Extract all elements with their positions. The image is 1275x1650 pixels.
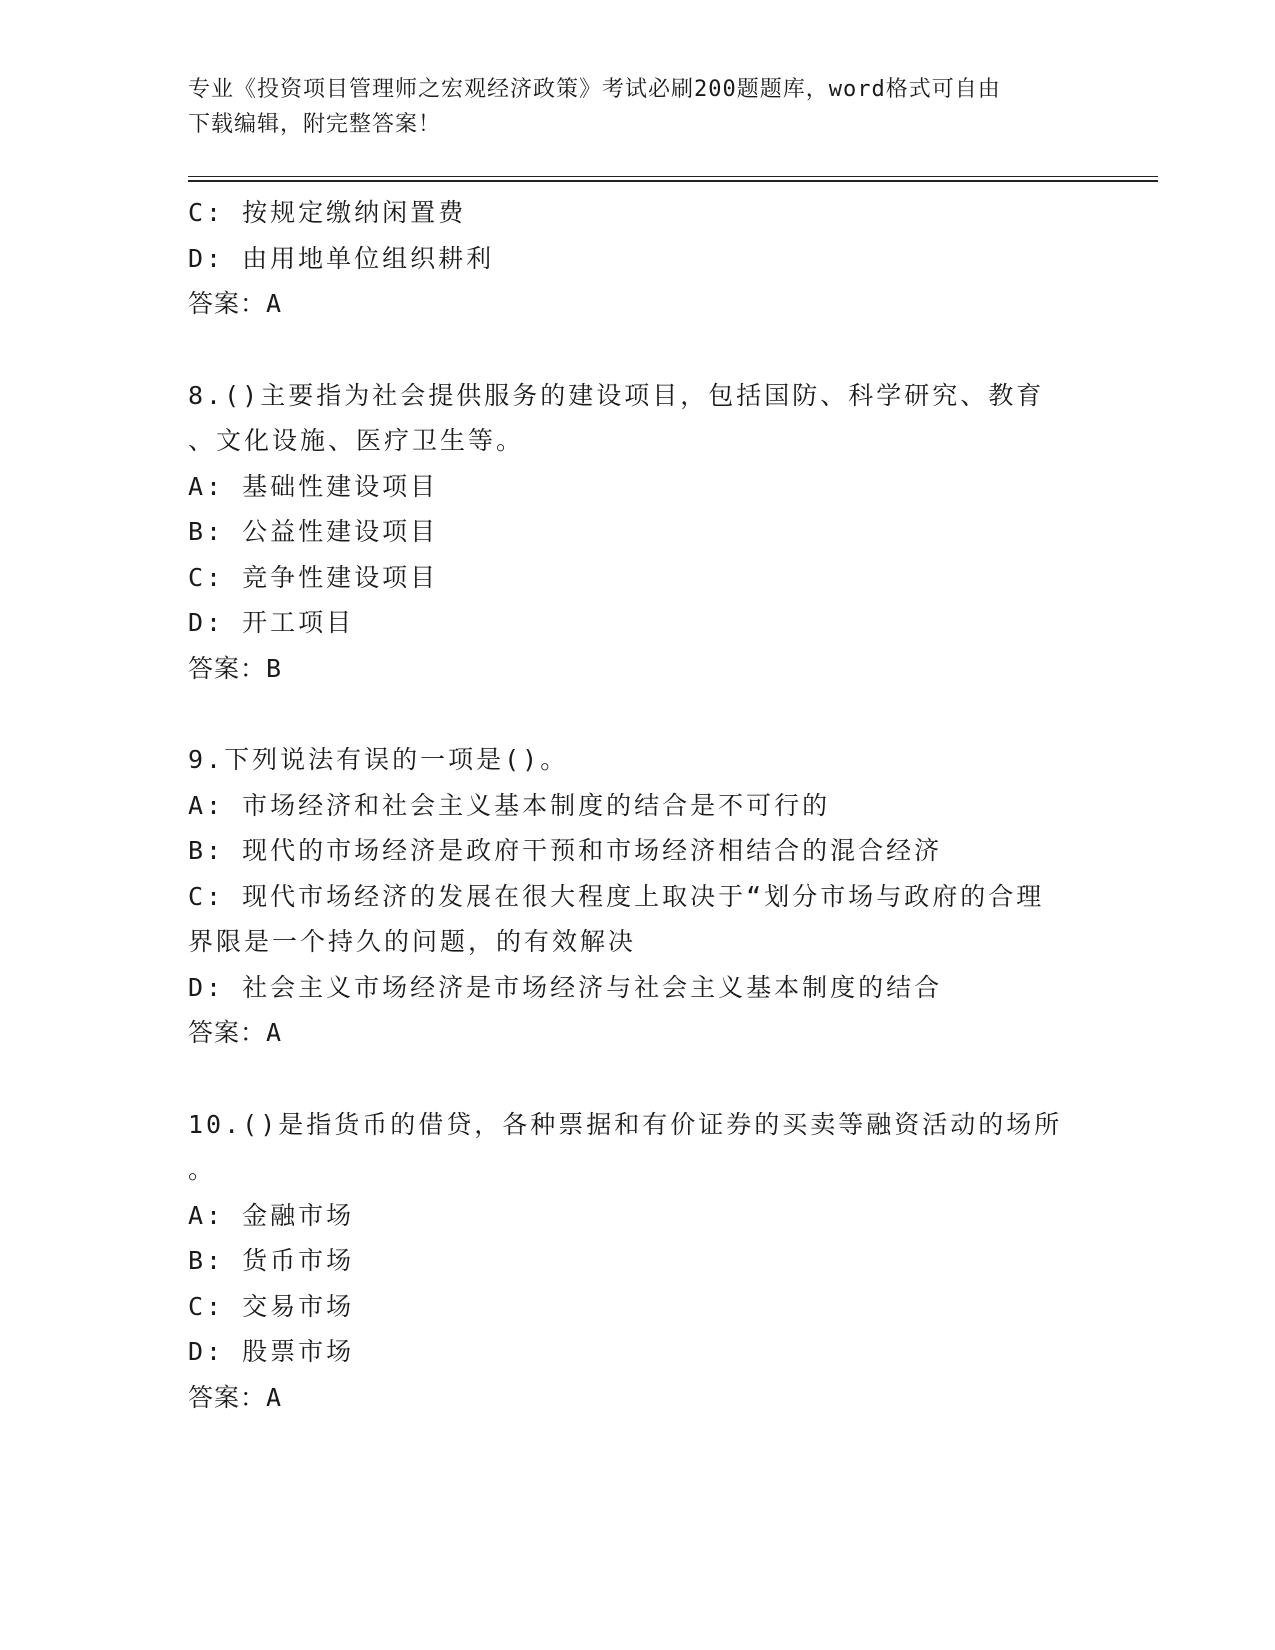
option-c: C: 现代市场经济的发展在很大程度上取决于“划分市场与政府的合理	[188, 881, 1045, 911]
option-d: D: 社会主义市场经济是市场经济与社会主义基本制度的结合	[188, 972, 943, 1002]
spacer	[188, 327, 1088, 373]
question-block-10	[188, 1102, 1088, 1421]
spacer	[188, 691, 1088, 737]
answer-line: 答案：A	[188, 1382, 283, 1412]
question-stem-continued: 。	[188, 1155, 217, 1184]
question-stem: 9.下列说法有误的一项是()。	[188, 745, 569, 774]
option-b: B: 货币市场	[188, 1246, 355, 1275]
option-a: A: 基础性建设项目	[188, 471, 439, 501]
question-block-9	[188, 737, 1088, 1056]
option-a: A: 市场经济和社会主义基本制度的结合是不可行的	[188, 790, 831, 820]
spacer	[188, 1056, 1088, 1102]
option-a: A: 金融市场	[188, 1200, 355, 1230]
answer-line: 答案：A	[188, 289, 283, 318]
question-list	[188, 190, 1088, 1420]
header-divider-thick	[188, 180, 1158, 182]
option-d: D: 开工项目	[188, 608, 355, 637]
option-b: B: 现代的市场经济是政府干预和市场经济相结合的混合经济	[188, 836, 943, 865]
question-block-7	[188, 190, 1088, 327]
option-c: C: 竞争性建设项目	[188, 562, 439, 592]
answer-line: 答案：B	[188, 653, 283, 683]
option-d: D: 股票市场	[188, 1337, 355, 1366]
option-c-continued: 界限是一个持久的问题，的有效解决	[188, 927, 637, 956]
header-divider-thin	[188, 176, 1158, 177]
question-stem-continued: 、文化设施、医疗卫生等。	[188, 426, 525, 455]
option-c: C: 交易市场	[188, 1291, 355, 1321]
option-c: C: 按规定缴纳闲置费	[188, 198, 467, 227]
question-stem: 8.()主要指为社会提供服务的建设项目，包括国防、科学研究、教育	[188, 380, 1045, 410]
document-header	[188, 72, 1088, 142]
option-b: B: 公益性建设项目	[188, 517, 439, 546]
answer-line: 答案：A	[188, 1018, 283, 1047]
header-line-1: 专业《投资项目管理师之宏观经济政策》考试必刷200题题库，word格式可自由	[188, 77, 1001, 102]
option-d: D: 由用地单位组织耕利	[188, 243, 495, 273]
header-line-2: 下载编辑，附完整答案！	[188, 112, 442, 137]
question-block-8	[188, 373, 1088, 692]
question-stem: 10.()是指货币的借贷，各种票据和有价证券的买卖等融资活动的场所	[188, 1109, 1063, 1139]
